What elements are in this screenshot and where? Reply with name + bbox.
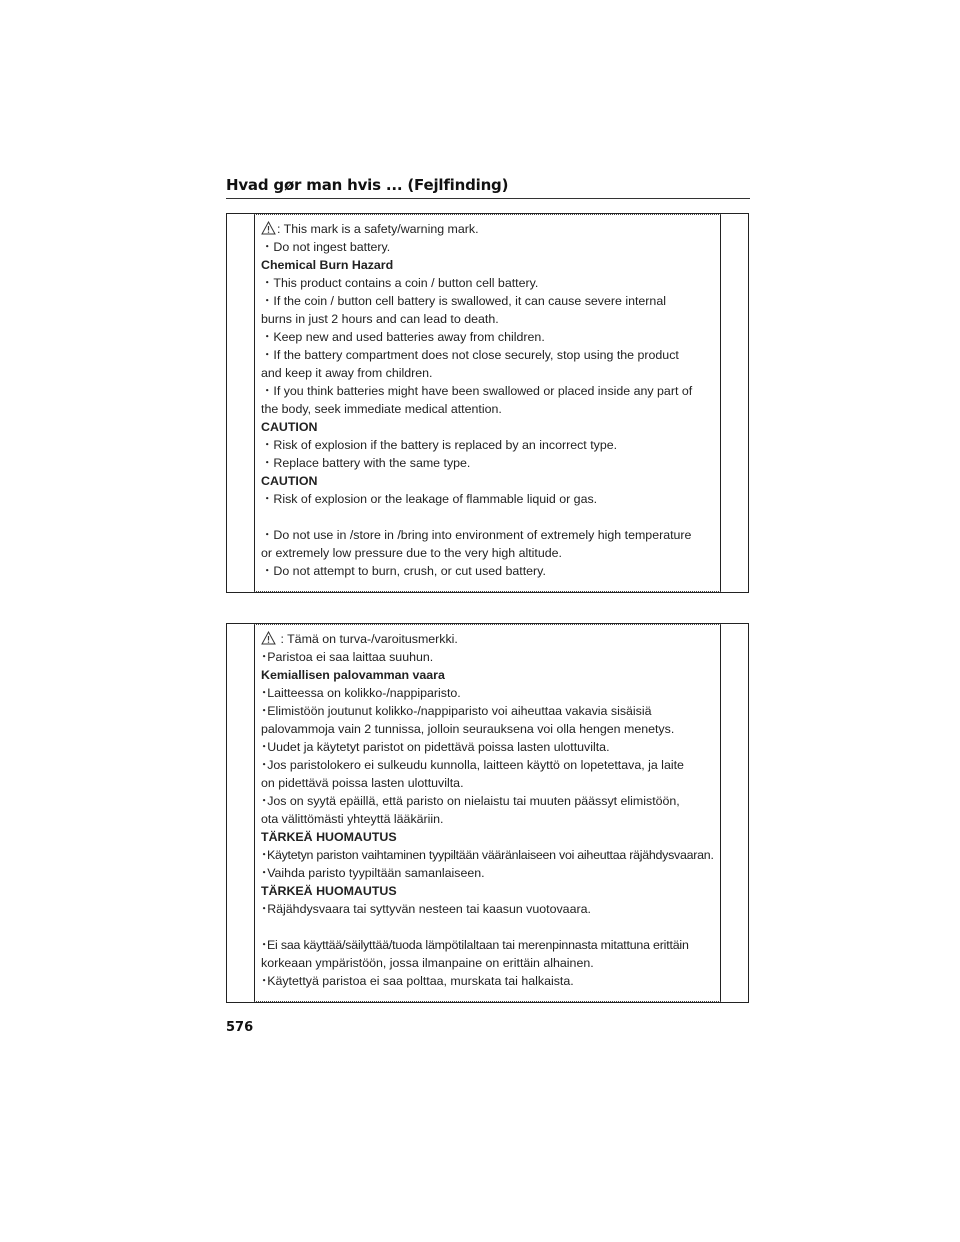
header-divider <box>226 198 750 199</box>
page-header <box>226 176 750 199</box>
spacer <box>261 918 718 936</box>
dotted-top-border <box>254 214 721 215</box>
caution-heading: CAUTION <box>261 474 318 488</box>
list-item: ・Do not ingest battery. <box>261 240 391 254</box>
list-item: ･Paristoa ei saa laittaa suuhun. <box>261 650 434 664</box>
list-item: ･Uudet ja käytetyt paristot on pidettävä poissa lasten ulottuvilta. <box>261 740 610 754</box>
english-warning-text <box>261 220 718 580</box>
list-item: ･Jos on syytä epäillä, että paristo on nielaistu tai muuten päässyt elimistöön, <box>261 794 680 808</box>
warning-mark-text: : This mark is a safety/warning mark. <box>277 222 479 236</box>
finnish-warning-text <box>261 630 718 990</box>
list-item-continuation: or extremely low pressure due to the very high altitude. <box>261 546 562 560</box>
warning-triangle-icon <box>261 631 276 645</box>
finnish-warning-box <box>226 623 749 1003</box>
list-item: ･Vaihda paristo tyypiltään samanlaiseen. <box>261 866 485 880</box>
list-item: ・Risk of explosion if the battery is replaced by an incorrect type. <box>261 438 618 452</box>
list-item-continuation: and keep it away from children. <box>261 366 433 380</box>
list-item: ･Käytettyä paristoa ei saa polttaa, murskata tai halkaista. <box>261 974 574 988</box>
warning-mark-line <box>261 220 718 238</box>
section-heading: Chemical Burn Hazard <box>261 258 394 272</box>
caution-heading: TÄRKEÄ HUOMAUTUS <box>261 884 397 898</box>
list-item: ･Jos paristolokero ei sulkeudu kunnolla, laitteen käyttö on lopetettava, ja laite <box>261 758 684 772</box>
list-item: ･Elimistöön joutunut kolikko-/nappiparisto voi aiheuttaa vakavia sisäisiä <box>261 704 652 718</box>
page-number: 576 <box>226 1020 254 1035</box>
list-item: ･Laitteessa on kolikko-/nappiparisto. <box>261 686 461 700</box>
dotted-bottom-border <box>254 591 721 592</box>
list-item-continuation: the body, seek immediate medical attention. <box>261 402 502 416</box>
list-item: ・Risk of explosion or the leakage of flammable liquid or gas. <box>261 492 598 506</box>
section-heading: Kemiallisen palovamman vaara <box>261 668 445 682</box>
list-item: ･Käytetyn pariston vaihtaminen tyypiltään vääränlaiseen voi aiheuttaa räjähdysvaaran. <box>261 848 714 862</box>
section-title: Hvad gør man hvis ... (Fejlfinding) <box>226 176 509 194</box>
list-item: ・If you think batteries might have been swallowed or placed inside any part of <box>261 384 693 398</box>
warning-mark-line <box>261 630 718 648</box>
list-item-continuation: palovammoja vain 2 tunnissa, jolloin seurauksena voi olla hengen menetys. <box>261 722 675 736</box>
list-item: ･Räjähdysvaara tai syttyvän nesteen tai kaasun vuotovaara. <box>261 902 591 916</box>
list-item: ・Do not attempt to burn, crush, or cut used battery. <box>261 564 546 578</box>
list-item: ・If the battery compartment does not close securely, stop using the product <box>261 348 679 362</box>
warning-triangle-icon <box>261 221 276 235</box>
dotted-top-border <box>254 624 721 625</box>
list-item: ・This product contains a coin / button cell battery. <box>261 276 539 290</box>
list-item-continuation: ota välittömästi yhteyttä lääkäriin. <box>261 812 444 826</box>
list-item: ･Ei saa käyttää/säilyttää/tuoda lämpötilaltaan tai merenpinnasta mitattuna erittäin <box>261 938 689 952</box>
caution-heading: CAUTION <box>261 420 318 434</box>
list-item-continuation: on pidettävä poissa lasten ulottuvilta. <box>261 776 464 790</box>
list-item-continuation: korkeaan ympäristöön, jossa ilmanpaine on erittäin alhainen. <box>261 956 594 970</box>
list-item: ・Keep new and used batteries away from children. <box>261 330 545 344</box>
dotted-bottom-border <box>254 1001 721 1002</box>
list-item: ・Replace battery with the same type. <box>261 456 471 470</box>
list-item: ・Do not use in /store in /bring into environment of extremely high temperature <box>261 528 692 542</box>
caution-heading: TÄRKEÄ HUOMAUTUS <box>261 830 397 844</box>
list-item-continuation: burns in just 2 hours and can lead to death. <box>261 312 499 326</box>
warning-mark-text: : Tämä on turva-/varoitusmerkki. <box>277 632 458 646</box>
english-warning-box <box>226 213 749 593</box>
list-item: ・If the coin / button cell battery is swallowed, it can cause severe internal <box>261 294 666 308</box>
spacer <box>261 508 718 526</box>
